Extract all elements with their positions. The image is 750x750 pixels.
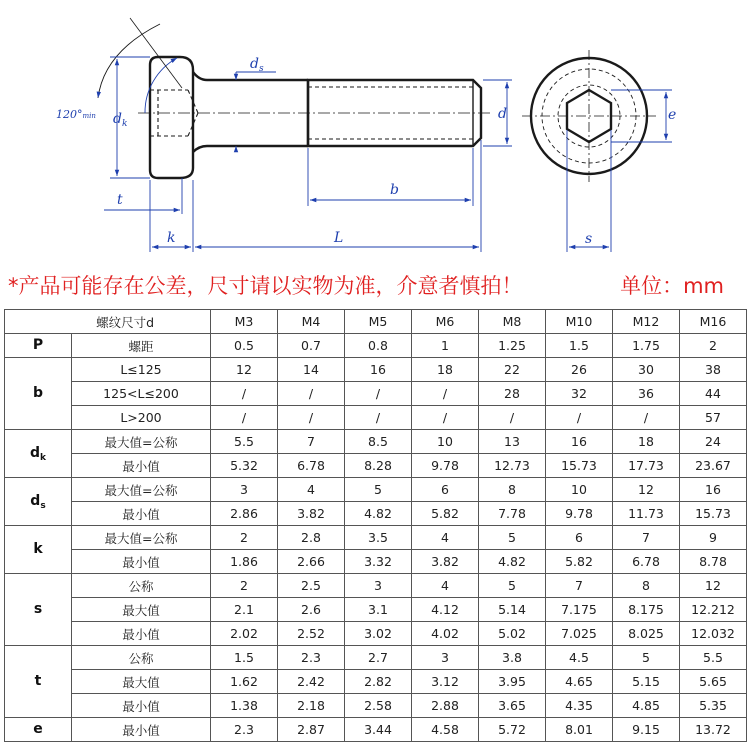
value-cell: 22 (479, 358, 546, 382)
value-cell: 30 (613, 358, 680, 382)
value-cell: 0.8 (345, 334, 412, 358)
table-row (5, 526, 747, 550)
value-cell: 4.58 (412, 718, 479, 742)
value-cell: 5.72 (479, 718, 546, 742)
value-cell: 1.5 (546, 334, 613, 358)
value-cell: 3.82 (278, 502, 345, 526)
value-cell: 10 (546, 478, 613, 502)
param-cell (5, 718, 72, 742)
value-cell: 16 (345, 358, 412, 382)
value-cell: 6 (546, 526, 613, 550)
table-row (5, 430, 747, 454)
value-cell: 4 (412, 526, 479, 550)
table-row (5, 550, 747, 574)
param-cell (5, 334, 72, 358)
value-cell: 4.82 (479, 550, 546, 574)
value-cell: 4.02 (412, 622, 479, 646)
value-cell: 32 (546, 382, 613, 406)
value-cell: 2.1 (211, 598, 278, 622)
value-cell: 2.58 (345, 694, 412, 718)
value-cell: 2.86 (211, 502, 278, 526)
row-label: 最大值=公称 (72, 430, 211, 454)
param-symbol: P (32, 336, 44, 353)
value-cell: 3.82 (412, 550, 479, 574)
value-cell: 8 (613, 574, 680, 598)
value-cell: 5 (613, 646, 680, 670)
value-cell: 1.5 (211, 646, 278, 670)
value-cell: 4 (412, 574, 479, 598)
value-cell: 23.67 (680, 454, 747, 478)
row-label: 最小值 (72, 718, 211, 742)
value-cell: / (278, 406, 345, 430)
value-cell: 1.38 (211, 694, 278, 718)
ds-label: $d_s$ (250, 56, 264, 74)
angle-label: 120°min (56, 108, 96, 121)
value-cell: 36 (613, 382, 680, 406)
value-cell: 7 (278, 430, 345, 454)
row-label: 螺距 (72, 334, 211, 358)
row-label: L>200 (72, 406, 211, 430)
size-header: M5 (345, 310, 412, 334)
row-label: 最大值 (72, 670, 211, 694)
value-cell: 12 (613, 478, 680, 502)
value-cell: 2.5 (278, 574, 345, 598)
param-symbol: k (33, 540, 43, 557)
value-cell: 0.5 (211, 334, 278, 358)
notice-text: *产品可能存在公差，尺寸请以实物为准，介意者慎拍！ (8, 274, 523, 298)
value-cell: 8.78 (680, 550, 747, 574)
row-label: 最小值 (72, 622, 211, 646)
value-cell: 3 (345, 574, 412, 598)
value-cell: 3.32 (345, 550, 412, 574)
value-cell: 18 (412, 358, 479, 382)
value-cell: 16 (546, 430, 613, 454)
value-cell: 3.44 (345, 718, 412, 742)
param-cell (5, 430, 72, 478)
size-header: M3 (211, 310, 278, 334)
table-row (5, 670, 747, 694)
value-cell: 15.73 (680, 502, 747, 526)
value-cell: / (345, 406, 412, 430)
L-label: L (334, 230, 344, 246)
value-cell: 9.78 (546, 502, 613, 526)
value-cell: 5 (479, 574, 546, 598)
value-cell: 5.35 (680, 694, 747, 718)
param-symbol: d (30, 492, 41, 509)
size-header: M4 (278, 310, 345, 334)
table-row (5, 382, 747, 406)
value-cell: 18 (613, 430, 680, 454)
value-cell: 2.87 (278, 718, 345, 742)
size-header: M6 (412, 310, 479, 334)
table-row (5, 574, 747, 598)
row-label: L≤125 (72, 358, 211, 382)
end-view-center-lines (522, 50, 656, 182)
value-cell: 6 (412, 478, 479, 502)
value-cell: 2.6 (278, 598, 345, 622)
param-cell (5, 574, 72, 646)
value-cell: 2.7 (345, 646, 412, 670)
value-cell: 3.65 (479, 694, 546, 718)
size-header: M16 (680, 310, 747, 334)
value-cell: 12 (680, 574, 747, 598)
value-cell: 12.032 (680, 622, 747, 646)
value-cell: / (345, 382, 412, 406)
value-cell: 38 (680, 358, 747, 382)
value-cell: 6.78 (278, 454, 345, 478)
value-cell: 2.3 (211, 718, 278, 742)
size-header: M10 (546, 310, 613, 334)
e-label: e (668, 107, 677, 123)
technical-drawing (0, 0, 750, 265)
value-cell: 8 (479, 478, 546, 502)
value-cell: 7.175 (546, 598, 613, 622)
value-cell: 2 (211, 526, 278, 550)
value-cell: 5.82 (546, 550, 613, 574)
value-cell: 7 (546, 574, 613, 598)
value-cell: / (613, 406, 680, 430)
row-label: 最大值=公称 (72, 526, 211, 550)
param-cell (5, 526, 72, 574)
value-cell: 2 (680, 334, 747, 358)
value-cell: 7.78 (479, 502, 546, 526)
spec-table (4, 309, 747, 742)
param-symbol: d (29, 444, 41, 461)
tolerance-notice (8, 268, 746, 304)
param-symbol: s (33, 600, 43, 617)
size-header: M8 (479, 310, 546, 334)
value-cell: 8.025 (613, 622, 680, 646)
value-cell: / (412, 382, 479, 406)
param-cell (5, 358, 72, 430)
screw-side-view (150, 57, 481, 178)
value-cell: 1.75 (613, 334, 680, 358)
value-cell: 57 (680, 406, 747, 430)
row-label: 公称 (72, 646, 211, 670)
value-cell: 5.32 (211, 454, 278, 478)
value-cell: 8.01 (546, 718, 613, 742)
value-cell: 10 (412, 430, 479, 454)
row-label: 最大值 (72, 598, 211, 622)
value-cell: 4 (278, 478, 345, 502)
value-cell: 4.12 (412, 598, 479, 622)
header-label: 螺纹尺寸d (5, 310, 211, 334)
table-header-row (5, 310, 747, 334)
value-cell: 5.65 (680, 670, 747, 694)
row-label: 最小值 (72, 454, 211, 478)
value-cell: 3.12 (412, 670, 479, 694)
value-cell: 4.5 (546, 646, 613, 670)
s-label: s (585, 231, 593, 247)
unit-label: 单位：mm (620, 274, 724, 298)
side-dimensions (98, 18, 512, 252)
value-cell: 7.025 (546, 622, 613, 646)
value-cell: 14 (278, 358, 345, 382)
value-cell: 2.82 (345, 670, 412, 694)
value-cell: 24 (680, 430, 747, 454)
table-row (5, 598, 747, 622)
value-cell: 0.7 (278, 334, 345, 358)
end-dimensions (567, 90, 672, 252)
value-cell: 16 (680, 478, 747, 502)
value-cell: 8.5 (345, 430, 412, 454)
value-cell: 3 (211, 478, 278, 502)
value-cell: 9.15 (613, 718, 680, 742)
row-label: 最大值=公称 (72, 478, 211, 502)
table-row (5, 478, 747, 502)
row-label: 最小值 (72, 694, 211, 718)
value-cell: 5.15 (613, 670, 680, 694)
param-subscript: s (40, 500, 46, 511)
value-cell: 17.73 (613, 454, 680, 478)
value-cell: 2.02 (211, 622, 278, 646)
row-label: 最小值 (72, 502, 211, 526)
value-cell: 5 (345, 478, 412, 502)
value-cell: 2.42 (278, 670, 345, 694)
value-cell: 4.85 (613, 694, 680, 718)
d-label: d (498, 106, 507, 122)
param-symbol: b (32, 384, 44, 401)
value-cell: 4.65 (546, 670, 613, 694)
row-label: 公称 (72, 574, 211, 598)
value-cell: 5.5 (211, 430, 278, 454)
value-cell: 1.25 (479, 334, 546, 358)
dk-label: $d_k$ (113, 111, 128, 129)
value-cell: 12.212 (680, 598, 747, 622)
table-row (5, 406, 747, 430)
param-symbol: t (34, 672, 42, 689)
value-cell: 44 (680, 382, 747, 406)
value-cell: 3.1 (345, 598, 412, 622)
value-cell: 15.73 (546, 454, 613, 478)
value-cell: 2.52 (278, 622, 345, 646)
value-cell: 3 (412, 646, 479, 670)
value-cell: 6.78 (613, 550, 680, 574)
value-cell: 9.78 (412, 454, 479, 478)
table-row (5, 622, 747, 646)
value-cell: 2.88 (412, 694, 479, 718)
table-row (5, 454, 747, 478)
value-cell: 5.14 (479, 598, 546, 622)
value-cell: 11.73 (613, 502, 680, 526)
table-row (5, 718, 747, 742)
value-cell: 5 (479, 526, 546, 550)
value-cell: 4.82 (345, 502, 412, 526)
value-cell: 9 (680, 526, 747, 550)
value-cell: 1 (412, 334, 479, 358)
value-cell: 3.8 (479, 646, 546, 670)
table-row (5, 502, 747, 526)
value-cell: / (211, 382, 278, 406)
value-cell: 8.28 (345, 454, 412, 478)
value-cell: 12.73 (479, 454, 546, 478)
value-cell: 12 (211, 358, 278, 382)
value-cell: 2.66 (278, 550, 345, 574)
k-label: k (167, 230, 176, 246)
value-cell: 5.5 (680, 646, 747, 670)
value-cell: 7 (613, 526, 680, 550)
table-row (5, 646, 747, 670)
value-cell: 28 (479, 382, 546, 406)
value-cell: / (479, 406, 546, 430)
value-cell: 2 (211, 574, 278, 598)
t-label: t (117, 192, 123, 208)
param-symbol: e (33, 720, 43, 737)
value-cell: 1.62 (211, 670, 278, 694)
value-cell: 5.82 (412, 502, 479, 526)
value-cell: 2.18 (278, 694, 345, 718)
row-label: 125<L≤200 (72, 382, 211, 406)
value-cell: 1.86 (211, 550, 278, 574)
param-subscript: k (40, 452, 47, 463)
table-row (5, 694, 747, 718)
value-cell: / (211, 406, 278, 430)
table-row (5, 358, 747, 382)
value-cell: / (278, 382, 345, 406)
table-row (5, 334, 747, 358)
value-cell: 3.5 (345, 526, 412, 550)
value-cell: 8.175 (613, 598, 680, 622)
value-cell: 2.8 (278, 526, 345, 550)
size-header: M12 (613, 310, 680, 334)
value-cell: 3.02 (345, 622, 412, 646)
value-cell: 13 (479, 430, 546, 454)
spec-table-body (5, 310, 747, 742)
b-label: b (390, 182, 399, 198)
value-cell: 3.95 (479, 670, 546, 694)
row-label: 最小值 (72, 550, 211, 574)
value-cell: / (412, 406, 479, 430)
value-cell: 4.35 (546, 694, 613, 718)
value-cell: / (546, 406, 613, 430)
value-cell: 5.02 (479, 622, 546, 646)
param-cell (5, 478, 72, 526)
value-cell: 13.72 (680, 718, 747, 742)
value-cell: 26 (546, 358, 613, 382)
param-cell (5, 646, 72, 718)
value-cell: 2.3 (278, 646, 345, 670)
